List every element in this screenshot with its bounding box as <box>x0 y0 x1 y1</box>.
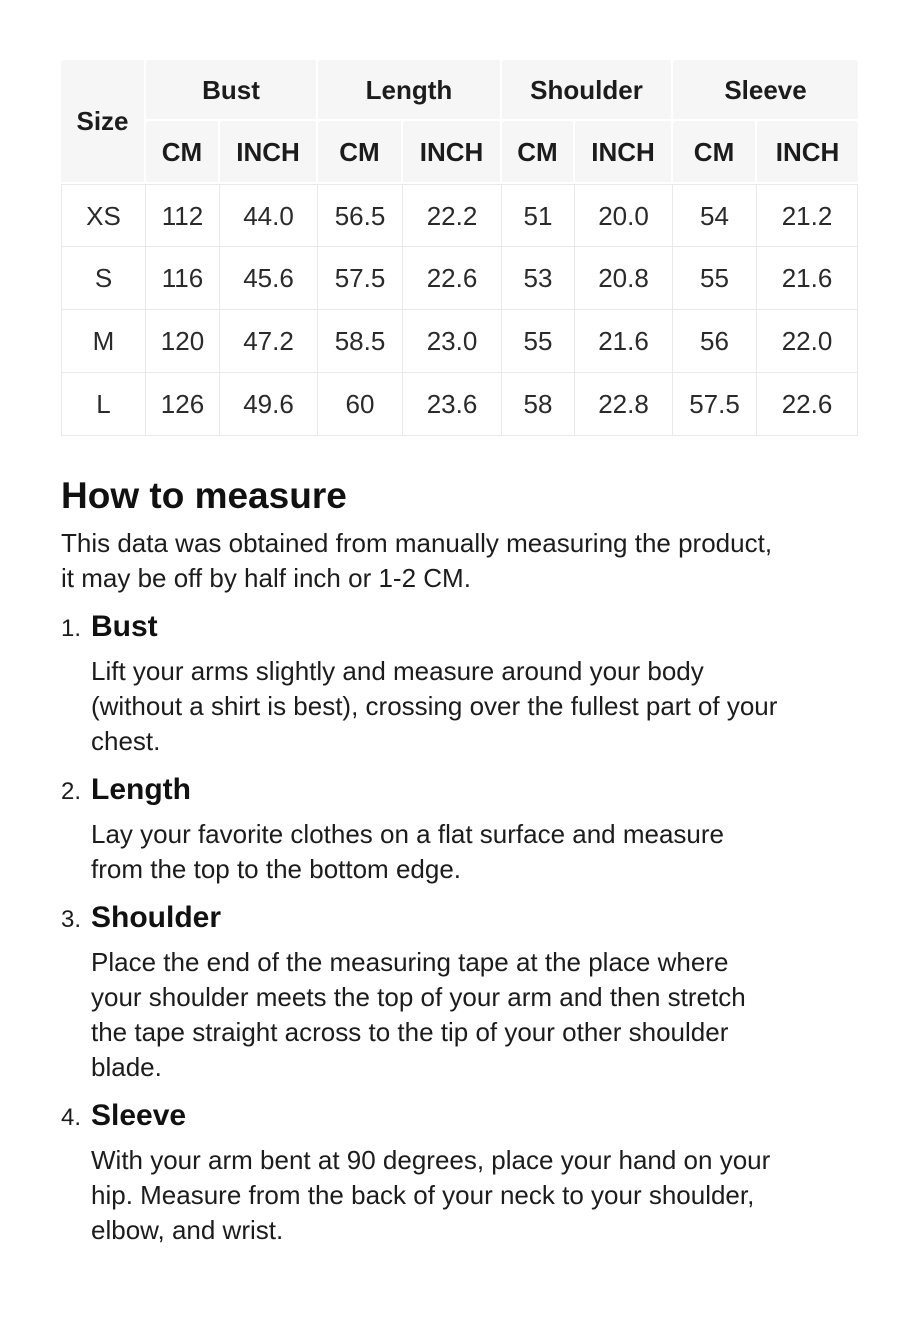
group-header-sleeve: Sleeve <box>673 60 858 121</box>
intro-line: This data was obtained from manually measuring the product, <box>61 528 773 558</box>
group-header-length: Length <box>318 60 502 121</box>
value-cell: 22.6 <box>757 373 858 436</box>
value-cell: 57.5 <box>673 373 757 436</box>
value-cell: 23.6 <box>403 373 502 436</box>
step-description <box>91 654 859 759</box>
size-column-header: Size <box>61 60 146 184</box>
value-cell: 22.8 <box>575 373 673 436</box>
unit-header-length-inch: INCH <box>403 121 502 184</box>
value-cell: 112 <box>146 184 220 247</box>
size-chart-body <box>61 184 858 436</box>
step-description <box>91 945 859 1085</box>
unit-header-bust-inch: INCH <box>220 121 318 184</box>
step-number: 2. <box>61 778 82 805</box>
step-description-line: Place the end of the measuring tape at the place where <box>91 947 729 977</box>
value-cell: 22.6 <box>403 247 502 310</box>
step-term: Length <box>91 773 191 806</box>
step-description-line: Lay your favorite clothes on a flat surface and measure <box>91 819 725 849</box>
measure-step <box>61 1099 859 1248</box>
measure-step <box>61 901 859 1085</box>
step-description-line: elbow, and wrist. <box>91 1215 284 1245</box>
value-cell: 20.8 <box>575 247 673 310</box>
measure-step <box>61 773 859 887</box>
value-cell: 51 <box>502 184 575 247</box>
step-description-line: (without a shirt is best), crossing over the fullest part of your <box>91 691 778 721</box>
table-row <box>61 247 858 310</box>
group-header-bust: Bust <box>146 60 318 121</box>
step-description-line: hip. Measure from the back of your neck to your shoulder, <box>91 1180 755 1210</box>
step-description-line: the tape straight across to the tip of your other shoulder <box>91 1017 729 1047</box>
unit-header-shoulder-inch: INCH <box>575 121 673 184</box>
value-cell: 21.2 <box>757 184 858 247</box>
step-heading <box>61 1099 859 1135</box>
value-cell: 55 <box>502 310 575 373</box>
size-chart-table <box>61 60 858 436</box>
value-cell: 56.5 <box>318 184 403 247</box>
value-cell: 49.6 <box>220 373 318 436</box>
step-description-line: With your arm bent at 90 degrees, place your hand on your <box>91 1145 771 1175</box>
step-number: 1. <box>61 615 82 642</box>
value-cell: 22.2 <box>403 184 502 247</box>
value-cell: 20.0 <box>575 184 673 247</box>
value-cell: 126 <box>146 373 220 436</box>
size-cell: L <box>61 373 146 436</box>
value-cell: 54 <box>673 184 757 247</box>
group-header-row <box>61 60 858 121</box>
step-description <box>91 817 859 887</box>
value-cell: 60 <box>318 373 403 436</box>
group-header-shoulder: Shoulder <box>502 60 673 121</box>
step-description-line: from the top to the bottom edge. <box>91 854 462 884</box>
table-row <box>61 373 858 436</box>
step-term: Shoulder <box>91 901 222 934</box>
step-term: Sleeve <box>91 1099 187 1132</box>
step-description-line: your shoulder meets the top of your arm and then stretch <box>91 982 746 1012</box>
value-cell: 21.6 <box>575 310 673 373</box>
table-row <box>61 310 858 373</box>
measure-step <box>61 610 859 759</box>
value-cell: 55 <box>673 247 757 310</box>
value-cell: 58.5 <box>318 310 403 373</box>
step-number: 3. <box>61 906 82 933</box>
value-cell: 21.6 <box>757 247 858 310</box>
measure-steps <box>61 610 859 1248</box>
intro-line: it may be off by half inch or 1-2 CM. <box>61 563 471 593</box>
value-cell: 44.0 <box>220 184 318 247</box>
value-cell: 56 <box>673 310 757 373</box>
step-term: Bust <box>91 610 158 643</box>
value-cell: 57.5 <box>318 247 403 310</box>
value-cell: 47.2 <box>220 310 318 373</box>
step-number: 4. <box>61 1104 82 1131</box>
unit-header-length-cm: CM <box>318 121 403 184</box>
section-title: How to measure <box>61 475 347 516</box>
intro-paragraph <box>61 526 859 596</box>
value-cell: 45.6 <box>220 247 318 310</box>
size-cell: S <box>61 247 146 310</box>
step-description-line: blade. <box>91 1052 162 1082</box>
unit-header-bust-cm: CM <box>146 121 220 184</box>
size-cell: M <box>61 310 146 373</box>
unit-header-row <box>61 121 858 184</box>
value-cell: 53 <box>502 247 575 310</box>
step-heading <box>61 610 859 646</box>
value-cell: 22.0 <box>757 310 858 373</box>
unit-header-sleeve-inch: INCH <box>757 121 858 184</box>
value-cell: 116 <box>146 247 220 310</box>
step-description-line: Lift your arms slightly and measure around your body <box>91 656 704 686</box>
step-description-line: chest. <box>91 726 161 756</box>
size-cell: XS <box>61 184 146 247</box>
value-cell: 120 <box>146 310 220 373</box>
value-cell: 23.0 <box>403 310 502 373</box>
step-heading <box>61 901 859 937</box>
step-description <box>91 1143 859 1248</box>
unit-header-shoulder-cm: CM <box>502 121 575 184</box>
step-heading <box>61 773 859 809</box>
table-row <box>61 184 858 247</box>
value-cell: 58 <box>502 373 575 436</box>
unit-header-sleeve-cm: CM <box>673 121 757 184</box>
